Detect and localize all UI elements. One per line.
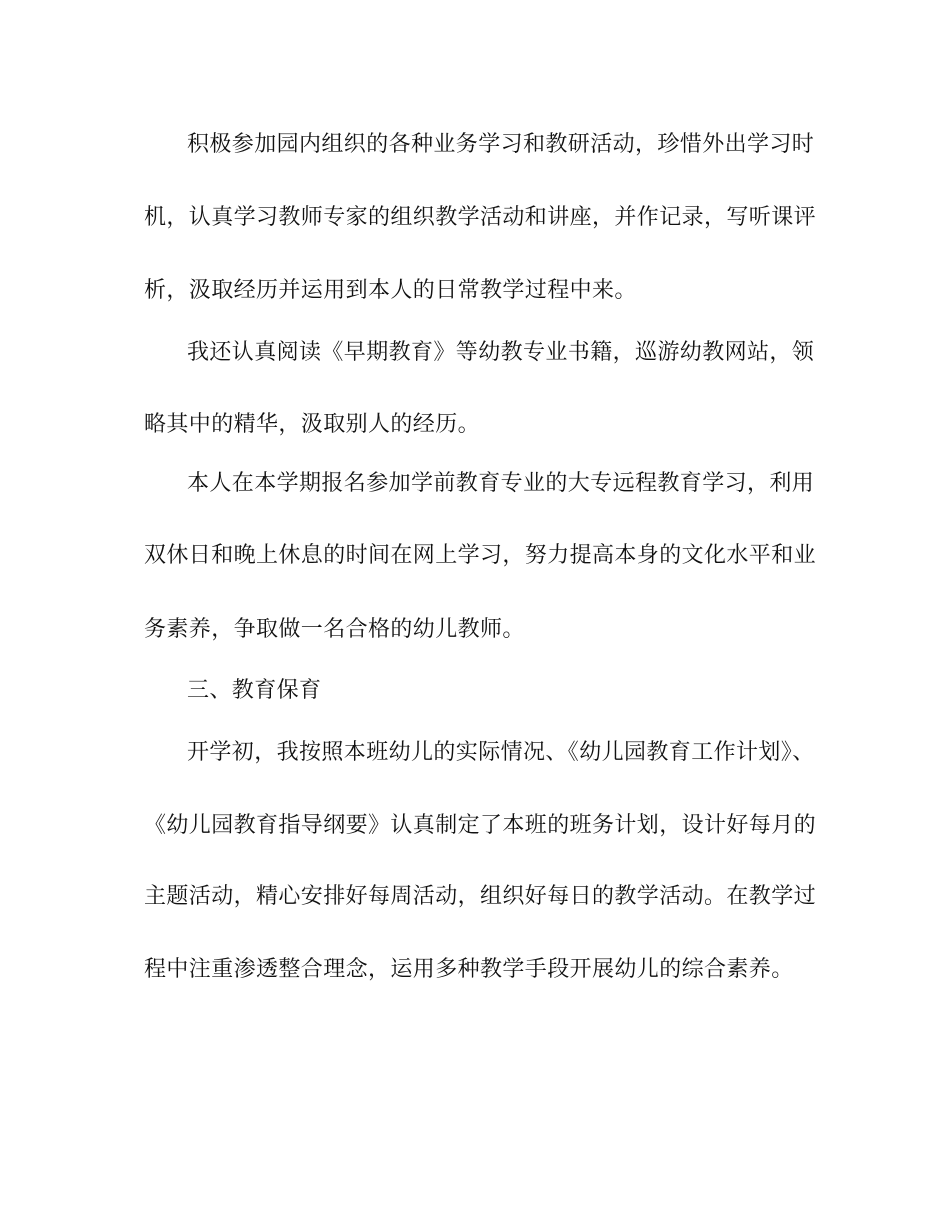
paragraph-4-line-2: 《幼儿园教育指导纲要》认真制定了本班的班务计划，设计好每月的 [144,813,817,838]
paragraph-3-line-2: 双休日和晚上休息的时间在网上学习，努力提高本身的文化水平和业 [144,543,817,568]
paragraph-4-line-1: 开学初，我按照本班幼儿的实际情况、《幼儿园教育工作计划》、 [187,740,815,765]
paragraph-3-line-3: 务素养，争取做一名合格的幼儿教师。 [144,617,525,642]
paragraph-4-line-3: 主题活动，精心安排好每周活动，组织好每日的教学活动。在教学过 [144,884,817,909]
section-heading: 三、教育保育 [187,678,322,703]
paragraph-1-line-1: 积极参加园内组织的各种业务学习和教研活动，珍惜外出学习时 [187,132,815,157]
paragraph-1-line-2: 机，认真学习教师专家的组织教学活动和讲座，并作记录，写听课评 [144,205,817,230]
paragraph-1-line-3: 析，汲取经历并运用到本人的日常教学过程中来。 [144,278,637,303]
paragraph-4-line-4: 程中注重渗透整合理念，运用多种教学手段开展幼儿的综合素养。 [144,957,794,982]
paragraph-2-line-1: 我还认真阅读《早期教育》等幼教专业书籍，巡游幼教网站，领 [187,340,815,365]
paragraph-3-line-1: 本人在本学期报名参加学前教育专业的大专远程教育学习，利用 [187,471,815,496]
paragraph-2-line-2: 略其中的精华，汲取别人的经历。 [144,412,481,437]
